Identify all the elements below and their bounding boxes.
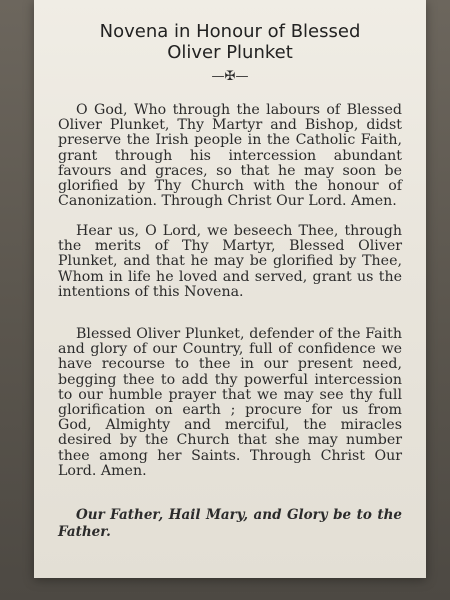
prayer-paragraph-1-text: O God, Who through the labours of Blessed Oliver Plunket, Thy Martyr and Bishop, didst preserve the Irish people in the Catholic Faith, grant through his intercession abundant favours and graces, so that he may soon be glorified by Thy Church with the honour of Canonization. Through Christ Our Lord. Amen. — [58, 102, 402, 210]
card-title-line-2: Oliver Plunket — [167, 42, 293, 63]
prayer-paragraph-3 — [58, 327, 402, 479]
prayer-paragraph-2 — [58, 224, 402, 300]
prayer-card — [34, 0, 426, 578]
prayer-paragraph-1 — [58, 103, 402, 209]
prayer-paragraph-2-text: Hear us, O Lord, we beseech Thee, through the merits of Thy Martyr, Blessed Oliver Plunket, and that he may be glorified by Thee, Whom in life he loved and served, grant us the intentions of this Novena. — [58, 223, 402, 300]
cross-ornament-icon: —✠— — [211, 69, 249, 84]
closing-prayers-text: Our Father, Hail Mary, and Glory be to the Father. — [58, 507, 402, 540]
prayer-paragraph-3-text: Blessed Oliver Plunket, defender of the Faith and glory of our Country, full of confidence we have recourse to thee in our present need, begging thee to add thy powerful intercession to our humble prayer that we may see thy full glorification on earth ; procure for us from God, Almighty and merciful, the miracles desired by the Church that she may number thee among her Saints. Through Christ Our Lord. Amen. — [58, 326, 402, 479]
card-title-line-1: Novena in Honour of Blessed — [99, 21, 361, 42]
closing-prayers-line — [58, 507, 402, 541]
